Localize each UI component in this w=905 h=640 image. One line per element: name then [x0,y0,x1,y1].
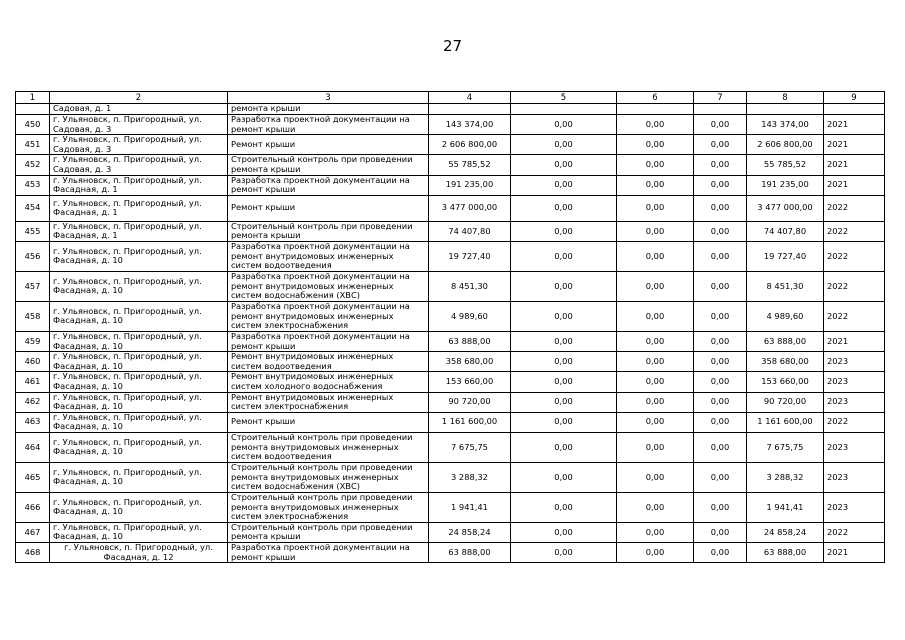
row-number-cell: 450 [16,115,50,135]
owner-funds-cell: 8 451,30 [747,271,824,301]
total-cost-cell: 55 785,52 [429,155,511,175]
work-cell: Разработка проектной документации на ремонт крыши [228,115,429,135]
budget-cell: 0,00 [617,241,694,271]
budget-cell: 0,00 [617,195,694,221]
table-row [16,432,885,462]
work-cell: Разработка проектной документации на ремонт крыши [228,331,429,351]
address-cell: г. Ульяновск, п. Пригородный, ул. Фасадная, д. 10 [50,301,228,331]
column-header: 2 [50,92,228,104]
work-cell: Ремонт крыши [228,135,429,155]
total-cost-cell: 74 407,80 [429,221,511,241]
fund-cell: 0,00 [511,221,617,241]
other-funds-cell: 0,00 [694,522,747,542]
other-funds-cell: 0,00 [694,155,747,175]
budget-cell: 0,00 [617,301,694,331]
table-row [16,372,885,392]
row-number-cell: 468 [16,543,50,563]
fund-cell: 0,00 [511,492,617,522]
other-funds-cell: 0,00 [694,432,747,462]
other-funds-cell: 0,00 [694,392,747,412]
work-cell: Разработка проектной документации на ремонт внутридомовых инженерных систем водоотведения [228,241,429,271]
other-funds-cell: 0,00 [694,372,747,392]
address-cell: г. Ульяновск, п. Пригородный, ул. Садовая, д. 3 [50,155,228,175]
table-row [16,155,885,175]
row-number-cell: 466 [16,492,50,522]
fund-cell: 0,00 [511,115,617,135]
budget-cell: 0,00 [617,412,694,432]
repair-plan-table [15,91,885,563]
budget-cell: 0,00 [617,155,694,175]
table-row [16,175,885,195]
address-cell: г. Ульяновск, п. Пригородный, ул. Фасадная, д. 10 [50,271,228,301]
owner-funds-cell: 24 858,24 [747,522,824,542]
work-cell: Строительный контроль при проведении ремонта крыши [228,155,429,175]
fund-cell: 0,00 [511,135,617,155]
column-header: 6 [617,92,694,104]
fund-cell: 0,00 [511,392,617,412]
fund-cell: 0,00 [511,331,617,351]
total-cost-cell: 1 161 600,00 [429,412,511,432]
owner-funds-cell: 4 989,60 [747,301,824,331]
table-row [16,221,885,241]
address-cell: Садовая, д. 1 [50,104,228,115]
year-cell: 2023 [824,372,885,392]
column-header: 1 [16,92,50,104]
address-cell: г. Ульяновск, п. Пригородный, ул. Фасадная, д. 10 [50,241,228,271]
year-cell: 2022 [824,522,885,542]
other-funds-cell: 0,00 [694,241,747,271]
row-number-cell: 465 [16,462,50,492]
owner-funds-cell: 3 477 000,00 [747,195,824,221]
table-row [16,462,885,492]
other-funds-cell: 0,00 [694,492,747,522]
table-header [16,92,885,104]
total-cost-cell: 3 288,32 [429,462,511,492]
fund-cell: 0,00 [511,432,617,462]
row-number-cell: 464 [16,432,50,462]
column-header: 8 [747,92,824,104]
total-cost-cell: 1 941,41 [429,492,511,522]
work-cell: Разработка проектной документации на ремонт крыши [228,543,429,563]
other-funds-cell: 0,00 [694,175,747,195]
address-cell: г. Ульяновск, п. Пригородный, ул. Фасадная, д. 1 [50,195,228,221]
total-cost-cell: 2 606 800,00 [429,135,511,155]
budget-cell: 0,00 [617,392,694,412]
total-cost-cell: 191 235,00 [429,175,511,195]
column-header: 3 [228,92,429,104]
total-cost-cell: 4 989,60 [429,301,511,331]
owner-funds-cell: 74 407,80 [747,221,824,241]
budget-cell: 0,00 [617,331,694,351]
address-cell: г. Ульяновск, п. Пригородный, ул. Фасадная, д. 10 [50,352,228,372]
other-funds-cell: 0,00 [694,221,747,241]
total-cost-cell: 63 888,00 [429,543,511,563]
owner-funds-cell: 191 235,00 [747,175,824,195]
fund-cell: 0,00 [511,462,617,492]
other-funds-cell: 0,00 [694,135,747,155]
table-row [16,543,885,563]
total-cost-cell: 63 888,00 [429,331,511,351]
table-row [16,241,885,271]
budget-cell: 0,00 [617,221,694,241]
address-cell: г. Ульяновск, п. Пригородный, ул. Фасадная, д. 10 [50,412,228,432]
other-funds-cell: 0,00 [694,543,747,563]
owner-funds-cell: 63 888,00 [747,331,824,351]
fund-cell: 0,00 [511,271,617,301]
year-cell: 2021 [824,331,885,351]
owner-funds-cell: 2 606 800,00 [747,135,824,155]
row-number-cell: 463 [16,412,50,432]
other-funds-cell: 0,00 [694,195,747,221]
table-row [16,492,885,522]
budget-cell: 0,00 [617,175,694,195]
budget-cell: 0,00 [617,492,694,522]
row-number-cell: 451 [16,135,50,155]
owner-funds-cell: 63 888,00 [747,543,824,563]
column-header: 4 [429,92,511,104]
other-funds-cell: 0,00 [694,115,747,135]
page-number: 27 [442,37,463,55]
work-cell: Ремонт внутридомовых инженерных систем электроснабжения [228,392,429,412]
year-cell: 2022 [824,271,885,301]
fund-cell: 0,00 [511,155,617,175]
owner-funds-cell: 55 785,52 [747,155,824,175]
address-cell: г. Ульяновск, п. Пригородный, ул. Фасадная, д. 10 [50,331,228,351]
year-cell: 2021 [824,175,885,195]
year-cell: 2021 [824,135,885,155]
row-number-cell: 460 [16,352,50,372]
other-funds-cell: 0,00 [694,352,747,372]
year-cell: 2023 [824,392,885,412]
total-cost-cell: 90 720,00 [429,392,511,412]
address-cell: г. Ульяновск, п. Пригородный, ул. Фасадная, д. 10 [50,392,228,412]
address-cell: г. Ульяновск, п. Пригородный, ул. Фасадная, д. 1 [50,175,228,195]
fund-cell: 0,00 [511,522,617,542]
work-cell: ремонта крыши [228,104,429,115]
table-row [16,301,885,331]
total-cost-cell: 24 858,24 [429,522,511,542]
table-row [16,522,885,542]
row-number-cell: 456 [16,241,50,271]
fund-cell: 0,00 [511,543,617,563]
column-header: 9 [824,92,885,104]
year-cell: 2022 [824,221,885,241]
owner-funds-cell: 19 727,40 [747,241,824,271]
owner-funds-cell: 358 680,00 [747,352,824,372]
total-cost-cell: 153 660,00 [429,372,511,392]
address-cell: г. Ульяновск, п. Пригородный, ул. Фасадная, д. 10 [50,432,228,462]
fund-cell: 0,00 [511,241,617,271]
row-number-cell: 455 [16,221,50,241]
total-cost-cell: 358 680,00 [429,352,511,372]
work-cell: Ремонт крыши [228,195,429,221]
table-row [16,412,885,432]
continuation-row [16,104,885,115]
work-cell: Строительный контроль при проведении ремонта крыши [228,522,429,542]
owner-funds-cell: 90 720,00 [747,392,824,412]
row-number-cell: 457 [16,271,50,301]
budget-cell: 0,00 [617,432,694,462]
table-row [16,115,885,135]
owner-funds-cell: 3 288,32 [747,462,824,492]
table-body [16,104,885,563]
fund-cell: 0,00 [511,352,617,372]
budget-cell: 0,00 [617,462,694,492]
year-cell: 2022 [824,412,885,432]
budget-cell: 0,00 [617,115,694,135]
owner-funds-cell: 1 161 600,00 [747,412,824,432]
total-cost-cell: 7 675,75 [429,432,511,462]
address-cell: г. Ульяновск, п. Пригородный, ул. Фасадная, д. 10 [50,522,228,542]
address-cell: г. Ульяновск, п. Пригородный, ул. Садовая, д. 3 [50,115,228,135]
year-cell: 2022 [824,195,885,221]
year-cell: 2023 [824,352,885,372]
work-cell: Строительный контроль при проведении ремонта внутридомовых инженерных систем водоотведения [228,432,429,462]
work-cell: Строительный контроль при проведении ремонта внутридомовых инженерных систем электроснабжения [228,492,429,522]
year-cell: 2023 [824,432,885,462]
total-cost-cell: 19 727,40 [429,241,511,271]
budget-cell: 0,00 [617,135,694,155]
budget-cell: 0,00 [617,372,694,392]
address-cell: г. Ульяновск, п. Пригородный, ул. Фасадная, д. 10 [50,372,228,392]
table-row [16,135,885,155]
fund-cell: 0,00 [511,372,617,392]
table-row [16,352,885,372]
work-cell: Ремонт крыши [228,412,429,432]
owner-funds-cell: 1 941,41 [747,492,824,522]
owner-funds-cell: 7 675,75 [747,432,824,462]
row-number-cell: 467 [16,522,50,542]
work-cell: Разработка проектной документации на ремонт крыши [228,175,429,195]
year-cell: 2022 [824,241,885,271]
other-funds-cell: 0,00 [694,462,747,492]
other-funds-cell: 0,00 [694,412,747,432]
address-cell: г. Ульяновск, п. Пригородный, ул. Фасадная, д. 1 [50,221,228,241]
year-cell: 2023 [824,492,885,522]
row-number-cell: 458 [16,301,50,331]
year-cell: 2021 [824,115,885,135]
table-row [16,331,885,351]
budget-cell: 0,00 [617,352,694,372]
work-cell: Разработка проектной документации на ремонт внутридомовых инженерных систем водоснабжения (ХВС) [228,271,429,301]
work-cell: Разработка проектной документации на ремонт внутридомовых инженерных систем электроснабжения [228,301,429,331]
total-cost-cell: 3 477 000,00 [429,195,511,221]
other-funds-cell: 0,00 [694,301,747,331]
work-cell: Строительный контроль при проведении ремонта крыши [228,221,429,241]
budget-cell: 0,00 [617,271,694,301]
row-number-cell: 459 [16,331,50,351]
year-cell: 2021 [824,543,885,563]
owner-funds-cell: 153 660,00 [747,372,824,392]
column-header: 5 [511,92,617,104]
row-number-cell: 461 [16,372,50,392]
budget-cell: 0,00 [617,543,694,563]
table-row [16,392,885,412]
table-row [16,195,885,221]
table-row [16,271,885,301]
total-cost-cell: 143 374,00 [429,115,511,135]
owner-funds-cell: 143 374,00 [747,115,824,135]
fund-cell: 0,00 [511,301,617,331]
year-cell: 2023 [824,462,885,492]
address-cell: г. Ульяновск, п. Пригородный, ул. Садовая, д. 3 [50,135,228,155]
row-number-cell: 462 [16,392,50,412]
address-cell: г. Ульяновск, п. Пригородный, ул. Фасадная, д. 12 [50,543,228,563]
total-cost-cell: 8 451,30 [429,271,511,301]
other-funds-cell: 0,00 [694,331,747,351]
budget-cell: 0,00 [617,522,694,542]
address-cell: г. Ульяновск, п. Пригородный, ул. Фасадная, д. 10 [50,462,228,492]
other-funds-cell: 0,00 [694,271,747,301]
address-cell: г. Ульяновск, п. Пригородный, ул. Фасадная, д. 10 [50,492,228,522]
work-cell: Ремонт внутридомовых инженерных систем холодного водоснабжения [228,372,429,392]
year-cell: 2021 [824,155,885,175]
fund-cell: 0,00 [511,175,617,195]
fund-cell: 0,00 [511,412,617,432]
row-number-cell: 452 [16,155,50,175]
row-number-cell: 454 [16,195,50,221]
work-cell: Ремонт внутридомовых инженерных систем водоотведения [228,352,429,372]
year-cell: 2022 [824,301,885,331]
row-number-cell: 453 [16,175,50,195]
fund-cell: 0,00 [511,195,617,221]
work-cell: Строительный контроль при проведении ремонта внутридомовых инженерных систем водоснабжения (ХВС) [228,462,429,492]
column-header: 7 [694,92,747,104]
